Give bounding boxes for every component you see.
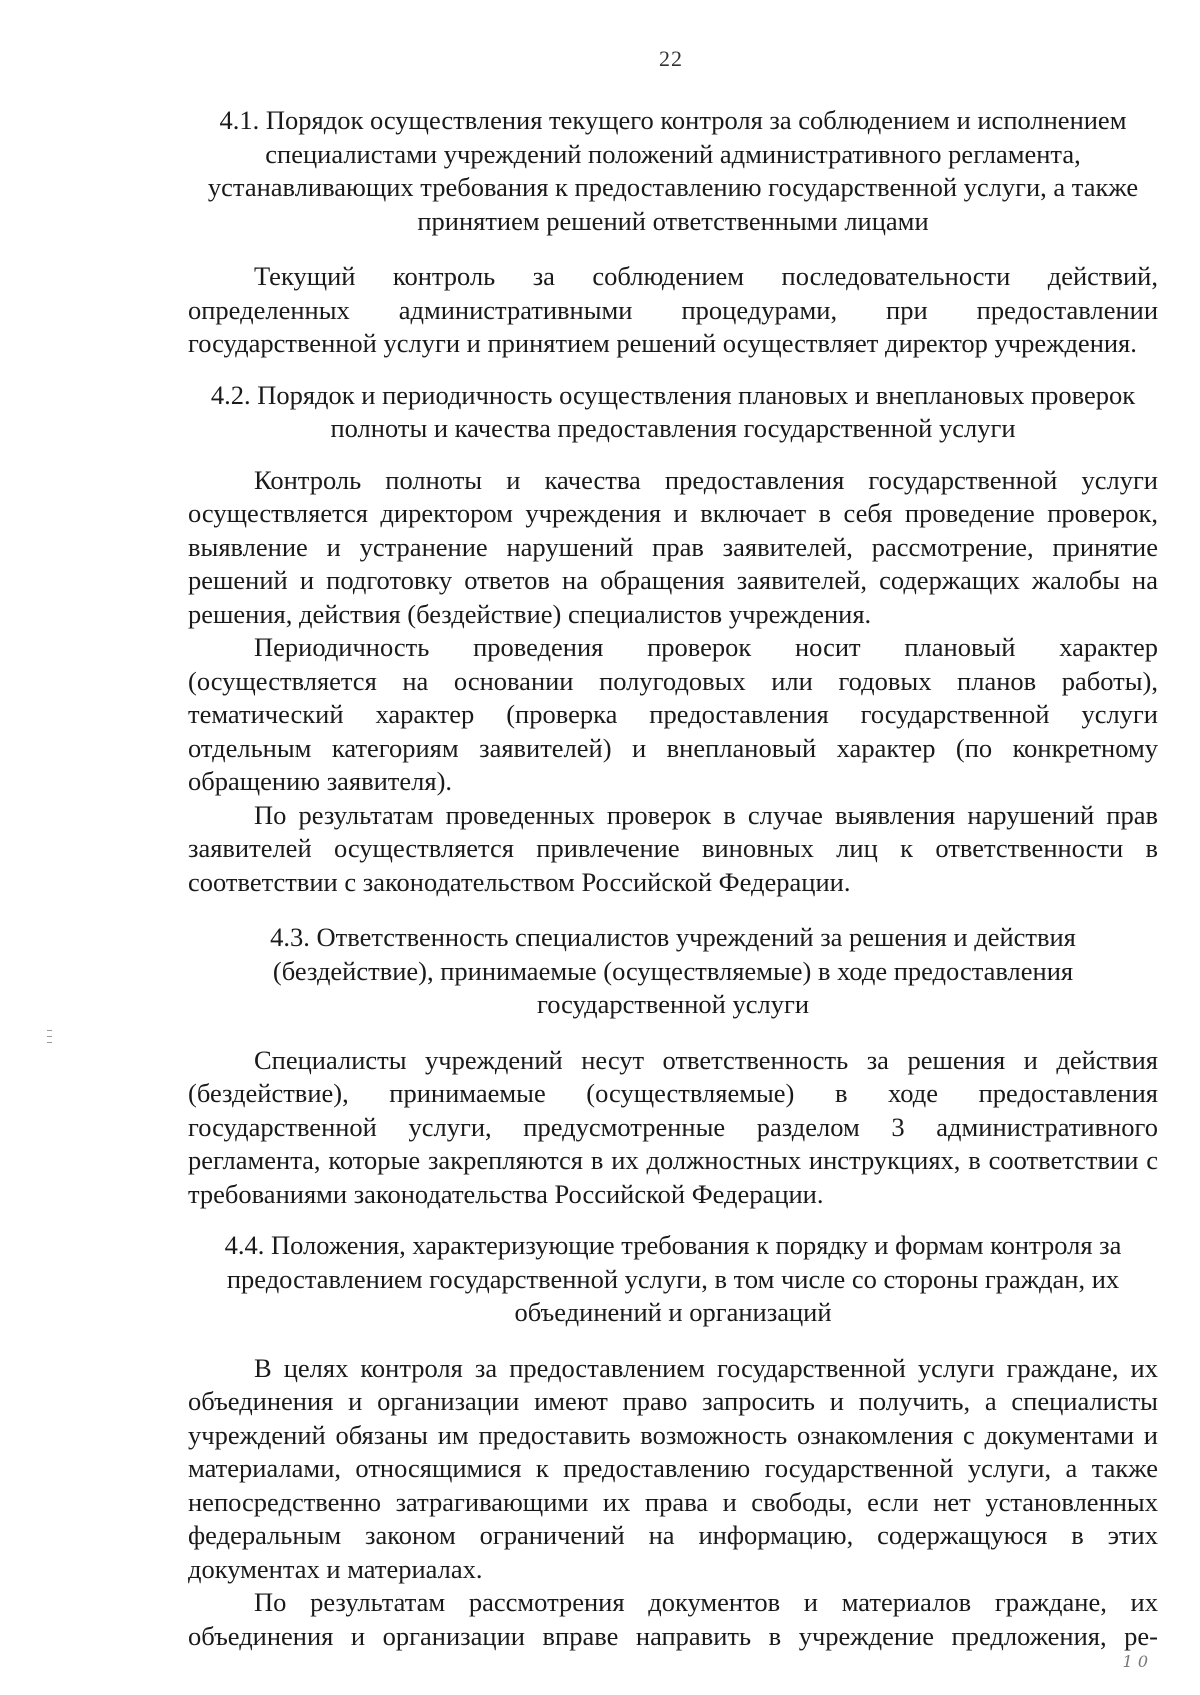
margin-tick-marks — [47, 1030, 53, 1058]
section-heading-4-4: 4.4. Положения, характеризующие требования к порядку и формам контроля за предоставлением государственной услуги, в том числе со стороны граждан, их объединений и организаций — [224, 1230, 1122, 1327]
paragraph: Текущий контроль за соблюдением последовательности действий, определенных административными процедурами, при предоставлении государственной услуги и принятием решений осуществляет директор учреждения. — [188, 261, 1158, 358]
page-number: 22 — [659, 46, 683, 71]
paragraph: В целях контроля за предоставлением государственной услуги граждане, их объединения и организации имеют право запросить и получить, а специалисты учреждений обязаны им предоставить возможность ознакомления с документами и материалами, относящимися к предоставлению государственной услуги, а также непосредственно затрагивающими их права и свободы, если нет установленных федеральным законом ограничений на информацию, содержащуюся в этих документах и материалах. — [188, 1352, 1158, 1584]
paragraph: Контроль полноты и качества предоставления государственной услуги осуществляется директором учреждения и включает в себя проведение проверок, выявление и устранение нарушений прав заявителей, рассмотрение, принятие решений и подготовку ответов на обращения заявителей, содержащих жалобы на решения, действия (бездействие) специалистов учреждения. — [188, 464, 1158, 629]
paragraph: Специалисты учреждений несут ответственность за решения и действия (бездействие), принимаемые (осуществляемые) в ходе предоставления государственной услуги, предусмотренные разделом 3 административного регламента, которые закрепляются в их должностных инструкциях, в соответствии с требованиями законодательства Российской Федерации. — [188, 1044, 1158, 1209]
corner-handwritten-mark: 1 0 — [1122, 1652, 1148, 1671]
paragraph: Периодичность проведения проверок носит плановый характер (осуществляется на основании полугодовых или годовых планов работы), тематический характер (проверка предоставления государственной услуги отдельным категориям заявителей) и внеплановый характер (по конкретному обращению заявителя). — [188, 632, 1158, 796]
section-heading-4-1: 4.1. Порядок осуществления текущего контроля за соблюдением и исполнением специалистами учреждений положений административного регламента, устанавливающих требования к предоставлению государственной услуги, а также принятием решений ответственными лицами — [207, 105, 1139, 236]
section-heading-4-2: 4.2. Порядок и периодичность осуществления плановых и внеплановых проверок полноты и качества предоставления государственной услуги — [210, 379, 1136, 443]
paragraph: По результатам проведенных проверок в случае выявления нарушений прав заявителей осуществляется привлечение виновных лиц к ответственности в соответствии с законодательством Российской Федерации. — [188, 799, 1158, 897]
section-heading-4-3: 4.3. Ответственность специалистов учреждений за решения и действия (бездействие), принимаемые (осуществляемые) в ходе предоставления государственной услуги — [270, 922, 1076, 1019]
paragraph: По результатам рассмотрения документов и материалов граждане, их объединения и организации вправе направить в учреждение предложения, ре- — [188, 1587, 1158, 1651]
document-body — [188, 104, 1158, 1653]
